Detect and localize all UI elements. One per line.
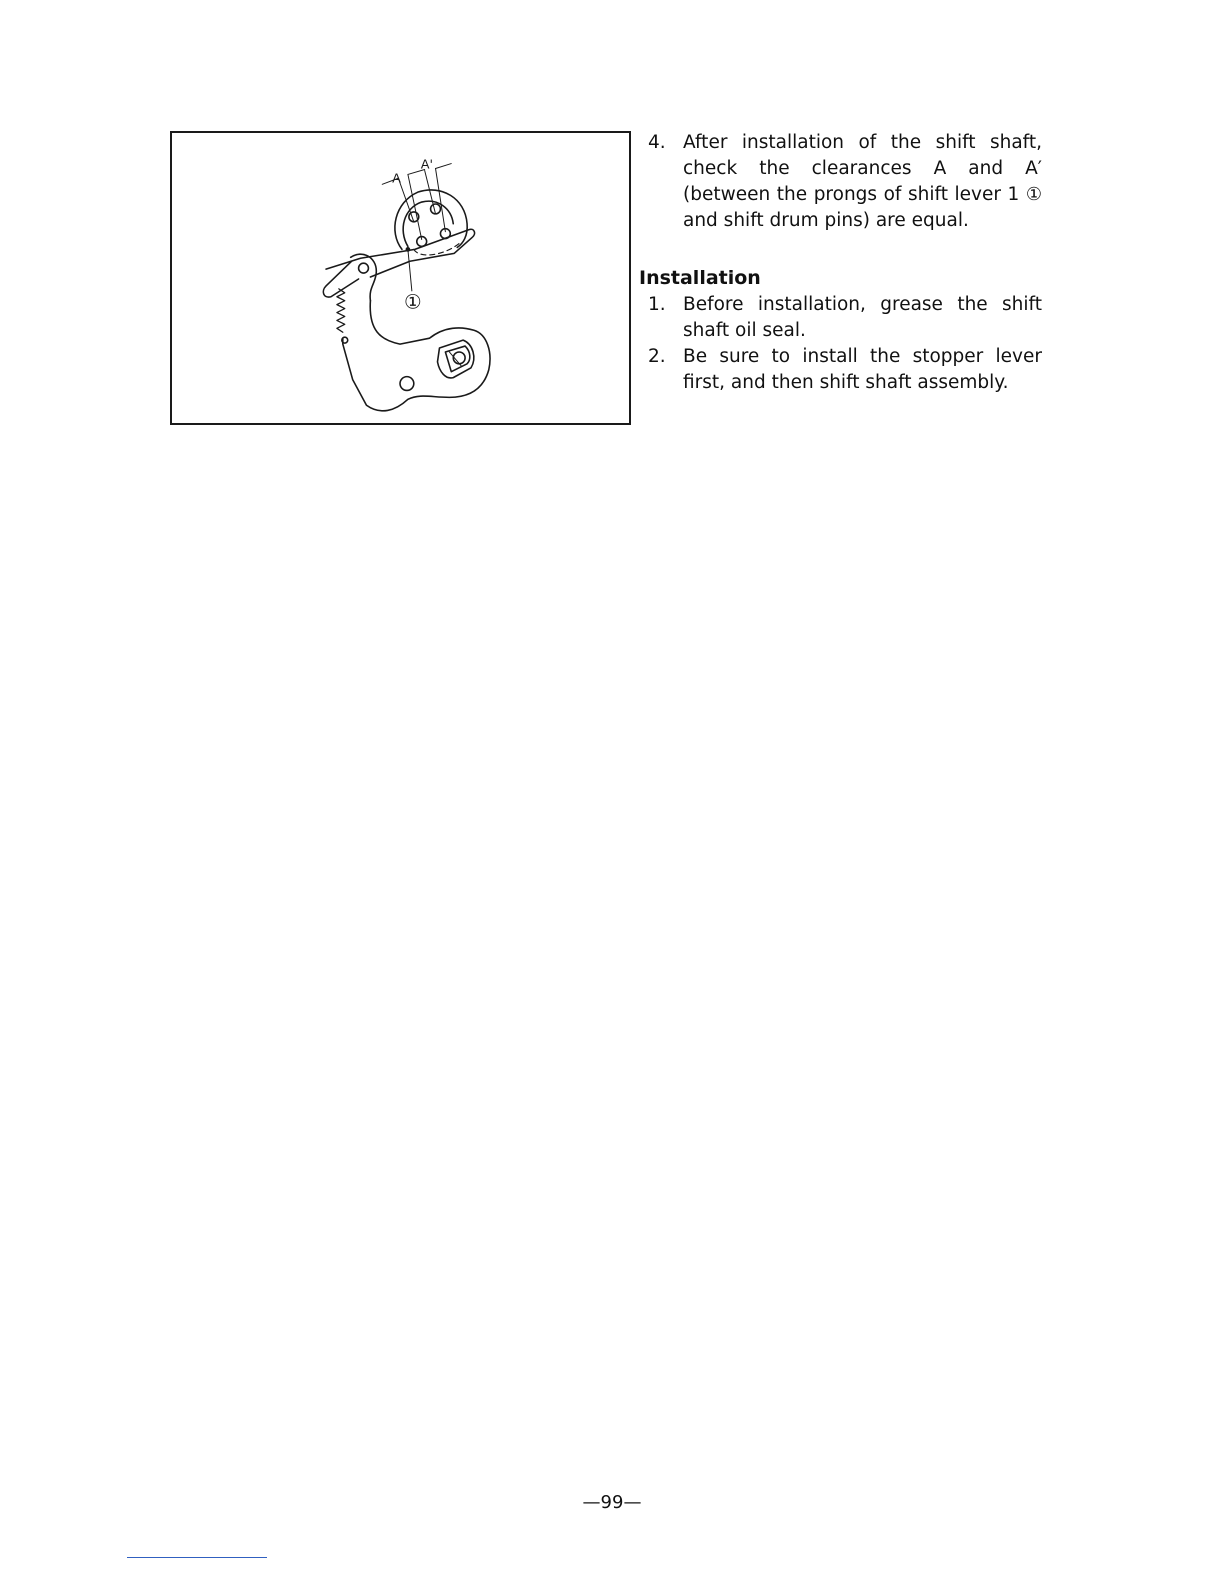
pivot-hole bbox=[359, 263, 369, 273]
step-text: Be sure to install the stopper lever first, and then shift shaft assembly. bbox=[683, 346, 1042, 393]
callout-1: ① bbox=[403, 290, 422, 314]
label-a-prime: A' bbox=[420, 157, 434, 173]
step-number: 2. bbox=[648, 346, 666, 367]
label-a: A bbox=[392, 171, 401, 187]
return-spring bbox=[337, 289, 345, 332]
step-4 bbox=[638, 130, 1042, 234]
shift-lever-body bbox=[343, 301, 490, 411]
install-step-1 bbox=[638, 292, 1042, 344]
instruction-text bbox=[638, 130, 1042, 396]
install-step-2 bbox=[638, 344, 1042, 396]
shift-mechanism-figure bbox=[170, 131, 631, 425]
section-heading-installation: Installation bbox=[639, 267, 761, 289]
callout-1-ref: ① bbox=[1025, 184, 1042, 205]
page-number: —99— bbox=[582, 1492, 642, 1513]
shift-lever-arm bbox=[326, 229, 475, 277]
left-arm bbox=[323, 261, 358, 297]
shift-drum-inner bbox=[403, 201, 453, 246]
footer-rule bbox=[127, 1557, 267, 1558]
step-number: 1. bbox=[648, 294, 666, 315]
lever-hole bbox=[400, 377, 414, 391]
step-number: 4. bbox=[648, 132, 666, 153]
step-text: After installation of the shift shaft, check the clearances A and A′ (between the prongs of shift lever 1 ① and shift drum pins) are equal. bbox=[683, 132, 1042, 231]
shift-lever-diagram bbox=[172, 133, 629, 423]
step-text: Before installation, grease the shift shaft oil seal. bbox=[683, 294, 1042, 341]
